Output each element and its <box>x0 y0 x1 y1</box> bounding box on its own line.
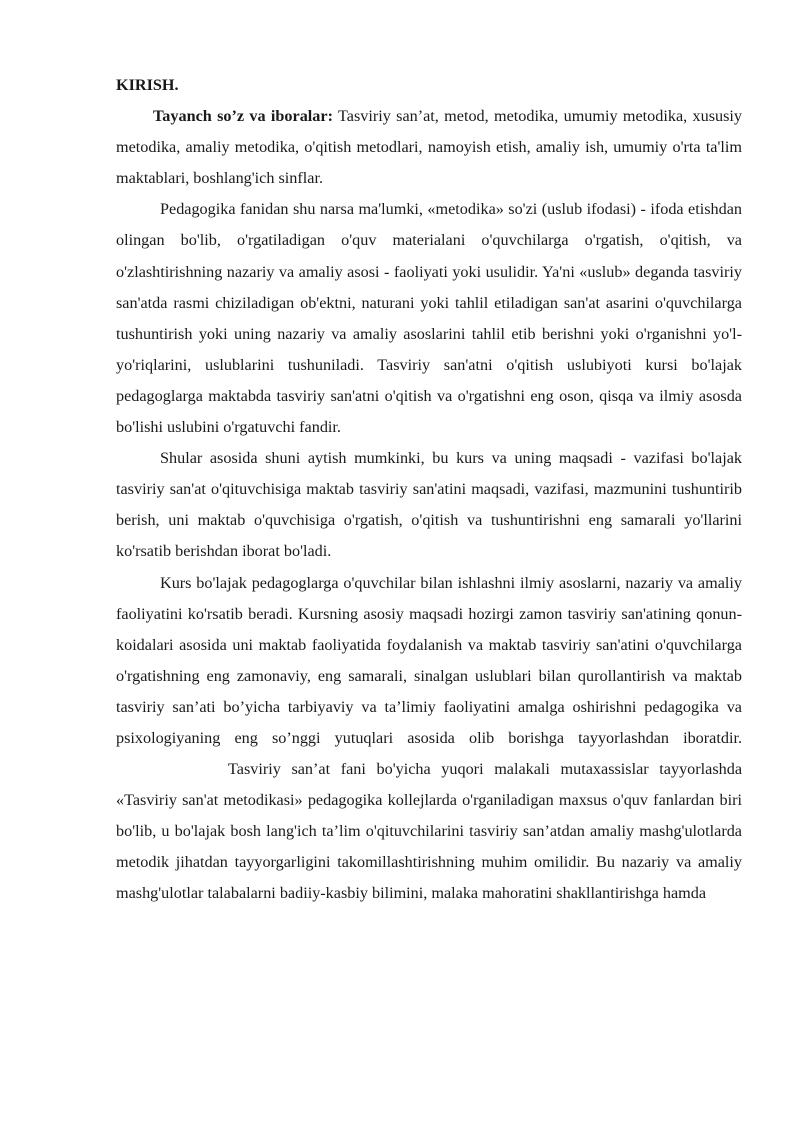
document-page <box>116 70 742 910</box>
keywords-paragraph <box>116 101 742 194</box>
section-heading: KIRISH. <box>116 76 179 94</box>
paragraph-1: Pedagogika fanidan shu narsa ma'lumki, «metodika» so'zi (uslub ifodasi) - ifoda etishdan olingan bo'lib, o'rgatiladigan o'quv materialani o'quvchilarga o'rgatish, o'qitish, va o'zlashtirishning nazariy va amaliy asosi - faoliyati yoki usulidir. Ya'ni «uslub» deganda tasviriy san'atda rasmi chiziladigan ob'ektni, naturani yoki tahlil etiladigan san'at asarini o'quvchilarga tushuntirish yoki uning nazariy va amaliy asoslarini tahlil etib berishni yoki o'rganishni yo'l-yo'riqlarini, uslublarini tushuniladi. Tasviriy san'atni o'qitish uslubiyoti kursi bo'lajak pedagoglarga maktabda tasviriy san'atni o'qitish va o'rgatishni eng oson, qisqa va ilmiy asosda bo'lishi uslubini o'rgatuvchi fandir. <box>116 200 742 437</box>
keywords-label: Tayanch so’z va iboralar: <box>153 107 333 126</box>
paragraph-3 <box>116 568 742 910</box>
paragraph-3-part2: Tasviriy san’at fani bo'yicha yuqori malakali mutaxassislar tayyorlashda «Tasviriy san'at metodikasi» pedagogika kollejlarda o'rganiladigan maxsus o'quv fanlardan biri bo'lib, u bo'lajak bosh lang'ich ta’lim o'qituvchilarini tasviriy san’atdan amaliy mashg'ulotlarda metodik jihatdan tayyorgarligini takomillashtirishning muhim omilidir. Bu nazariy va amaliy mashg'ulotlar talabalarni badiiy-kasbiy bilimini, malaka mahoratini shakllantirishga hamda <box>116 760 742 903</box>
keywords-text: Tasviriy san’at, metod, metodika, umumiy metodika, xususiy metodika, amaliy metodika, o'qitish metodlari, namoyish etish, amaliy ish, umumiy o'rta ta'lim maktablari, boshlang'ich sinflar. <box>116 107 742 188</box>
paragraph-3-part1: Kurs bo'lajak pedagoglarga o'quvchilar bilan ishlashni ilmiy asoslarni, nazariy va amaliy faoliyatini ko'rsatib beradi. Kursning asosiy maqsadi hozirgi zamon tasviriy san'atining qonun-koidalari asosida uni maktab faoliyatida foydalanish va maktab tasviriy san'atini o'quvchilarga o'rgatishning eng zamonaviy, eng samarali, sinalgan uslublari bilan qurollantirish va maktab tasviriy san’ati bo’yicha tarbiyaviy va ta’limiy faoliyatini amalga oshirishni pedagogika va psixologiyaning eng so’nggi yutuqlari asosida olib borishga tayyorlashdan iboratdir. <box>116 573 742 747</box>
paragraph-2: Shular asosida shuni aytish mumkinki, bu kurs va uning maqsadi - vazifasi bo'lajak tasviriy san'at o'qituvchisiga maktab tasviriy san'atini maqsadi, vazifasi, mazmunini tushuntirib berish, uni maktab o'quvchisiga o'rgatish, o'qitish va tushuntirishni eng samarali yo'llarini ko'rsatib berishdan iborat bo'ladi. <box>116 449 742 561</box>
